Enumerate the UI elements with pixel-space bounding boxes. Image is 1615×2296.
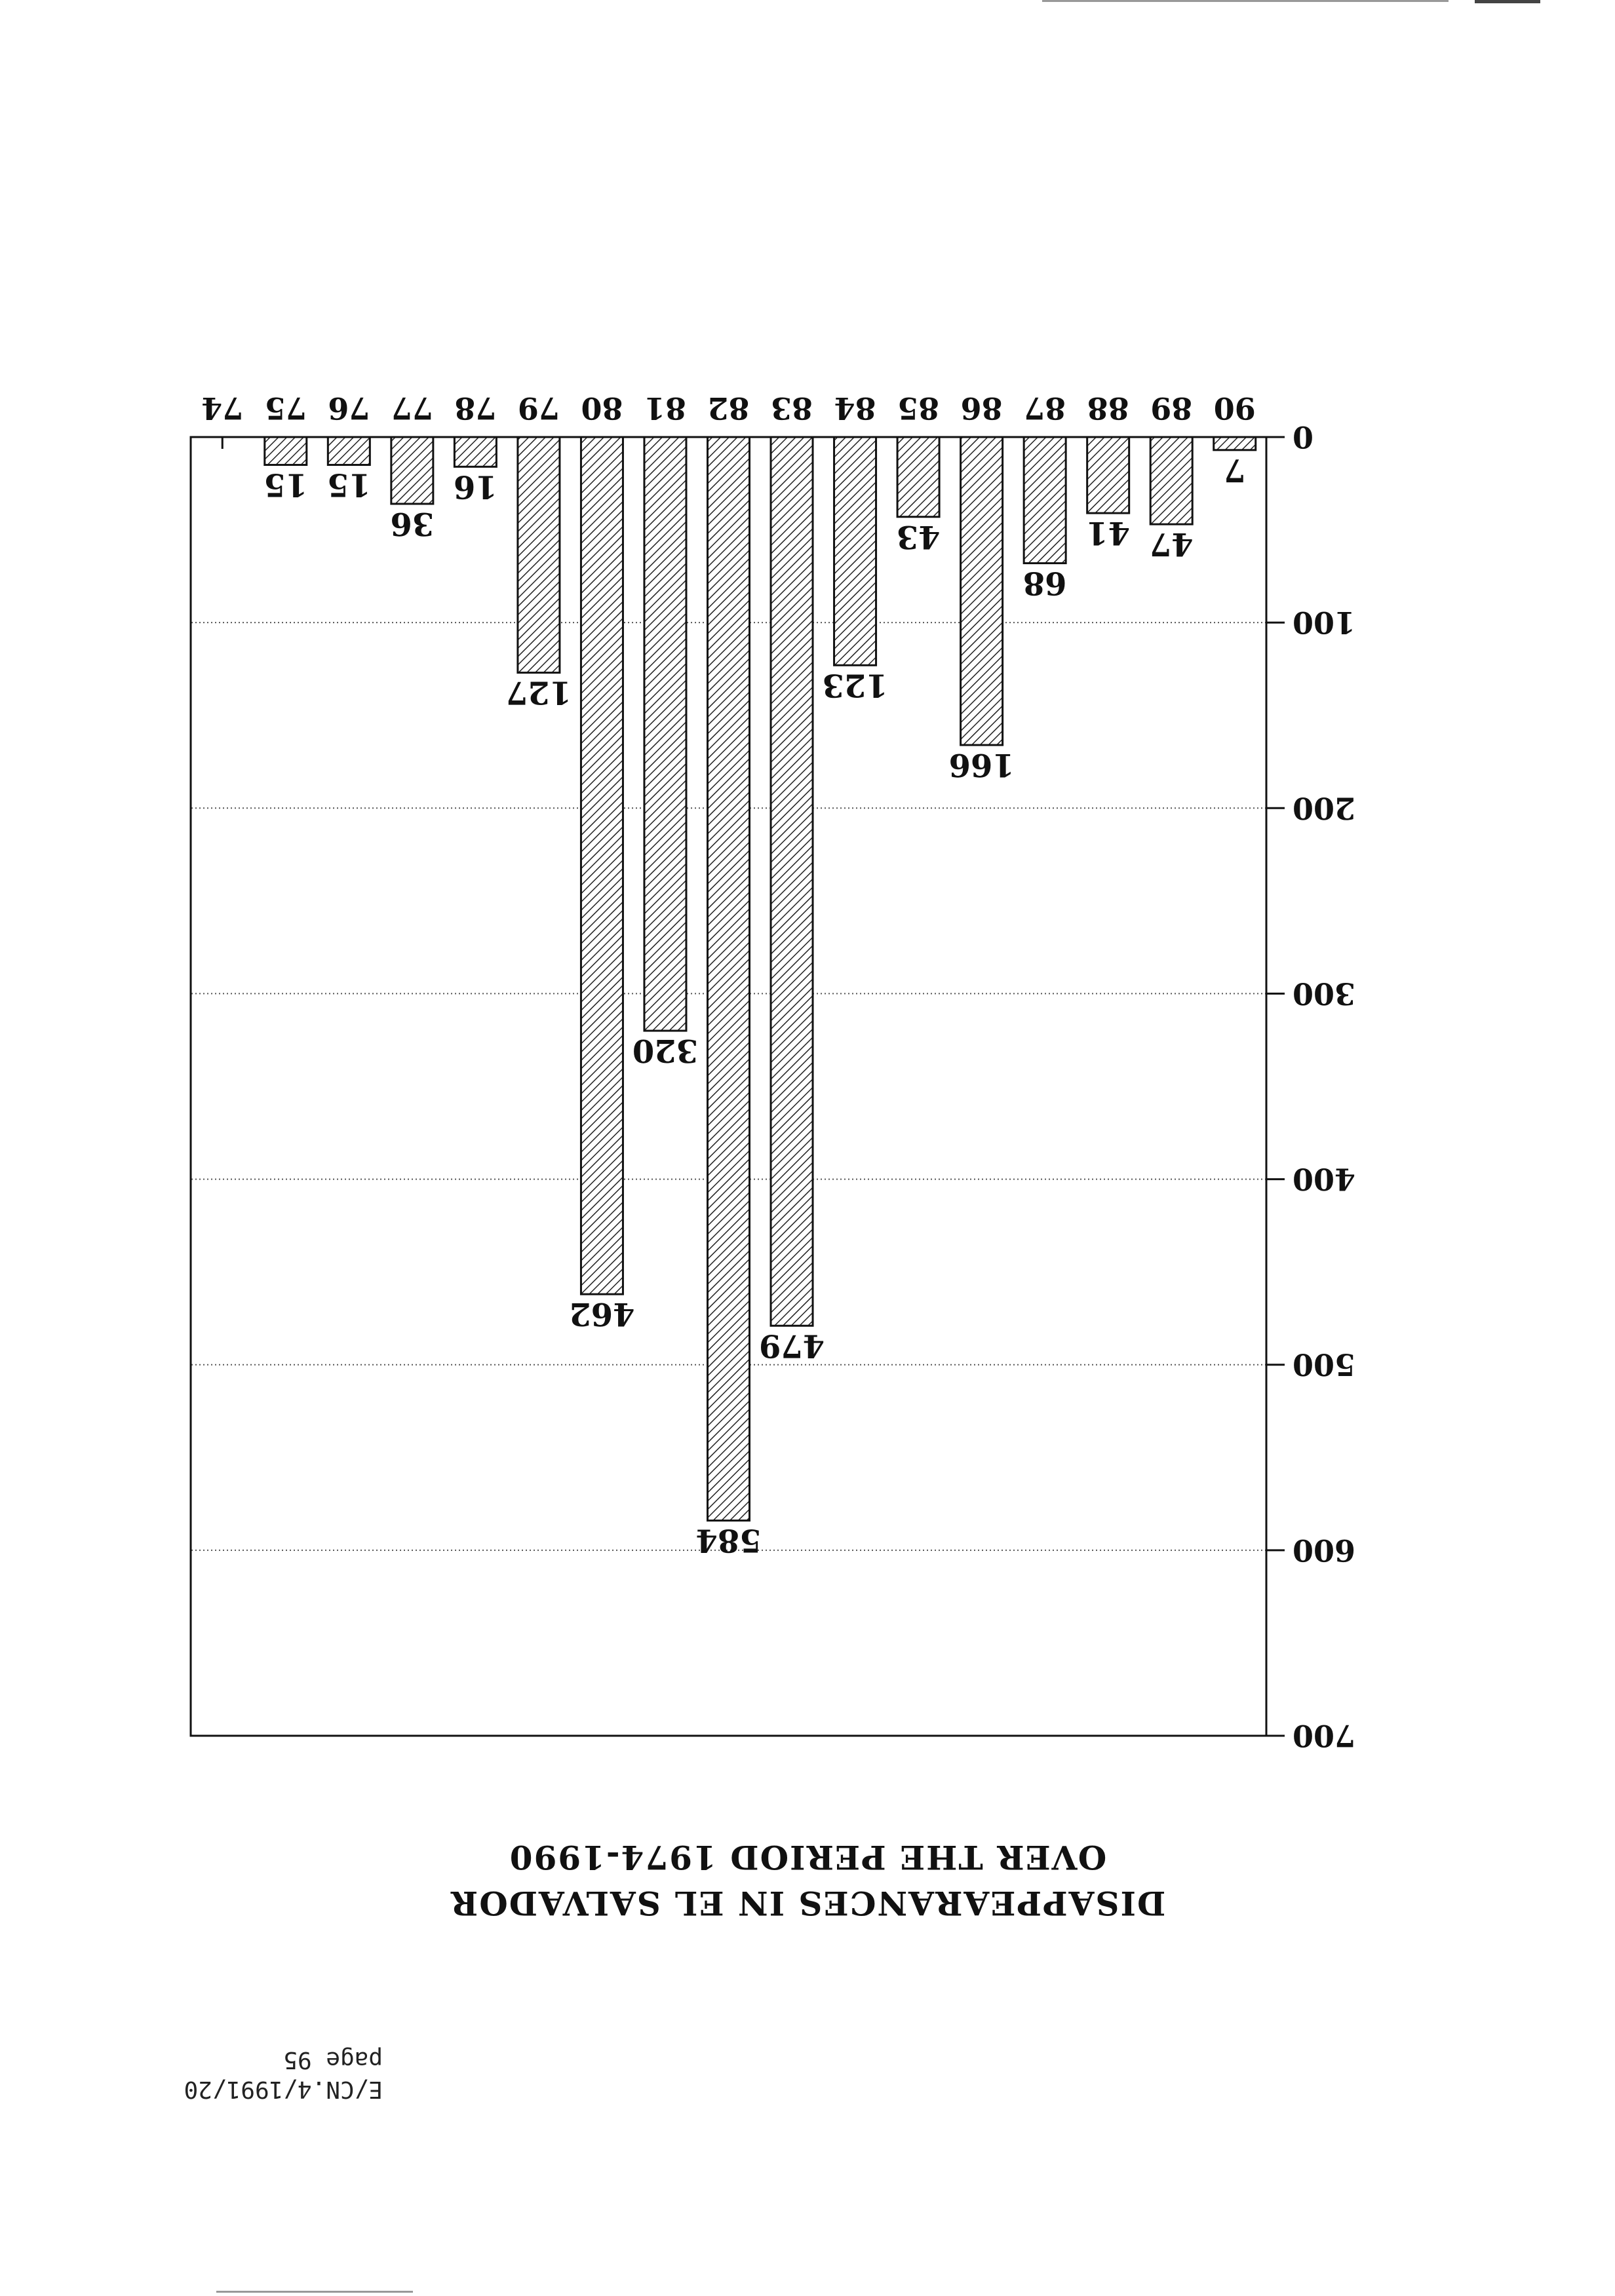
bar-82 [708,437,750,1521]
data-label: 123 [822,666,888,704]
bar-83 [771,437,813,1326]
x-tick-label: 77 [391,391,433,426]
x-tick-label: 76 [328,391,370,426]
y-tick-label: 0 [1293,419,1314,455]
bar-77 [391,437,433,504]
x-tick-label: 89 [1150,391,1193,426]
bar-87 [1024,437,1066,564]
data-label: 36 [390,505,435,542]
bar-84 [834,437,876,665]
bar-80 [581,437,623,1294]
x-tick-label: 86 [960,391,1003,426]
y-tick-label: 300 [1293,976,1356,1012]
bar-89 [1150,437,1192,524]
x-tick-label: 85 [897,391,940,426]
x-tick-label: 83 [771,391,813,426]
y-tick-label: 100 [1293,605,1356,641]
data-label: 41 [1086,514,1131,552]
document-reference: E/CN.4/1991/20 [184,2076,383,2103]
data-label: 15 [326,466,371,503]
x-tick-label: 79 [517,391,560,426]
data-label: 127 [505,674,572,711]
y-tick-label: 500 [1293,1347,1356,1383]
bar-85 [897,437,939,517]
x-tick-label: 84 [834,391,876,426]
bar-88 [1087,437,1129,513]
data-label: 584 [695,1521,762,1559]
bar-86 [961,437,1003,745]
bar-75 [265,437,307,465]
x-tick-label: 88 [1087,391,1129,426]
x-tick-label: 80 [581,391,623,426]
bar-76 [328,437,370,465]
data-label: 68 [1022,564,1067,602]
data-label: 47 [1149,526,1194,563]
x-tick-label: 81 [644,391,686,426]
bar-79 [518,437,560,673]
x-tick-label: 87 [1024,391,1066,426]
page-number: page 95 [283,2046,383,2073]
data-label: 166 [948,746,1015,784]
scan-mark-top-dark [1475,0,1540,3]
chart-title-line-2: OVER THE PERIOD 1974-1990 [508,1838,1107,1877]
chart-title-line-1: DISAPPEARANCES IN EL SALVADOR [449,1884,1166,1923]
scan-mark-bottom [216,2291,413,2293]
data-label: 479 [758,1327,825,1364]
data-label: 462 [569,1295,635,1333]
data-label: 43 [896,518,941,555]
bar-81 [644,437,686,1031]
data-label: 15 [263,466,308,503]
data-label: 16 [453,468,497,505]
scan-mark-top [1042,0,1449,2]
y-tick-label: 200 [1293,790,1356,826]
y-tick-label: 400 [1293,1161,1356,1197]
x-tick-label: 74 [201,391,244,426]
bars [222,437,1255,1521]
x-tick-label: 78 [454,391,497,426]
bar-78 [454,437,496,467]
x-tick-label: 75 [264,391,307,426]
x-tick-label: 82 [707,391,750,426]
bar-90 [1214,437,1256,450]
x-tick-label: 90 [1213,391,1256,426]
data-label: 320 [632,1032,699,1069]
data-label: 7 [1224,451,1246,488]
y-tick-label: 700 [1293,1718,1356,1753]
y-tick-label: 600 [1293,1532,1356,1568]
